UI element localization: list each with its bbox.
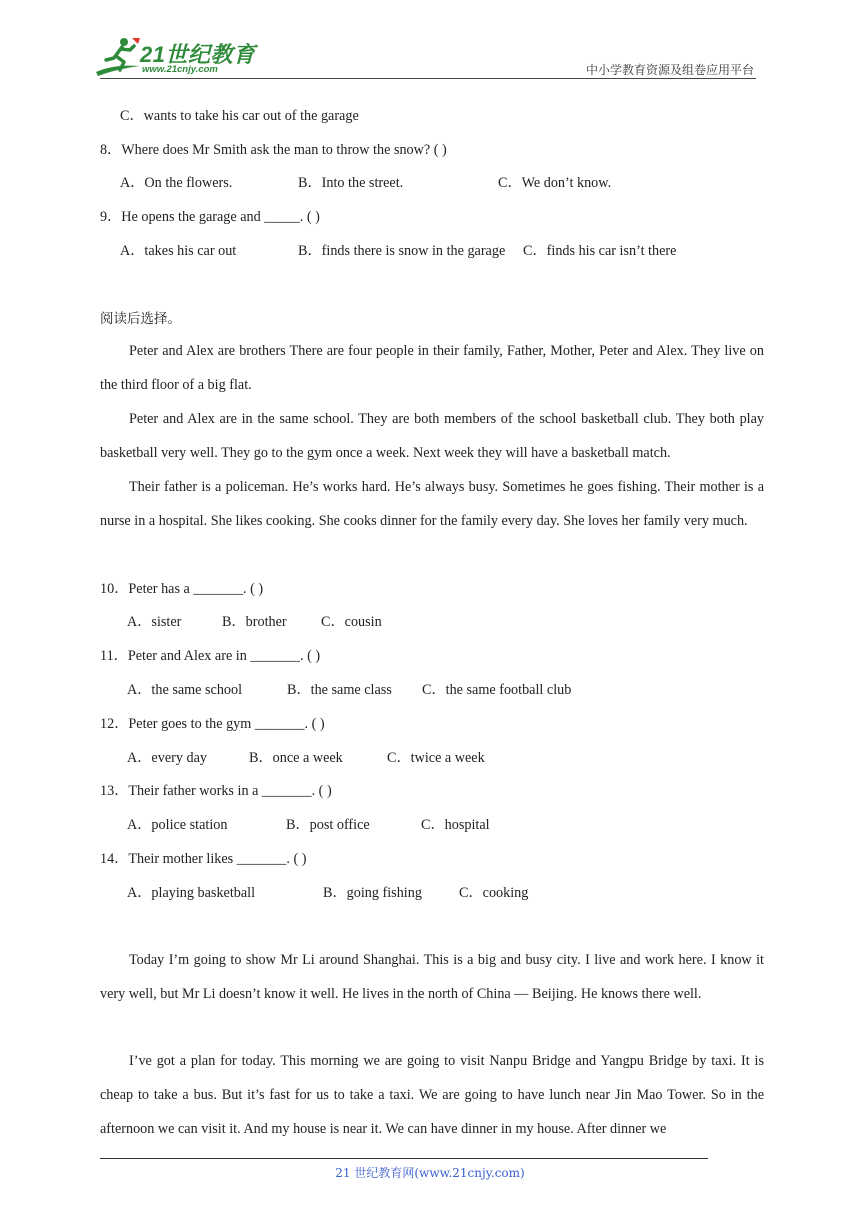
- passage-paragraph-3: Their father is a policeman. He’s works hard. He’s always busy. Sometimes he goes fishing. Their mother is a nurse in a hospital. She likes cooking. She cooks dinner for the family every day. She loves her family very much.: [100, 479, 764, 529]
- passage2-paragraph-2: I’ve got a plan for today. This morning we are going to visit Nanpu Bridge and Yangpu Bridge by taxi. It is cheap to take a bus. But it’s fast for us to take a taxi. We are going to have lunch near Jin Mao Tower. So in the afternoon we can visit it. And my house is near it. We can have dinner in my house. After dinner we: [100, 1053, 764, 1137]
- q11-option-c: C．the same football club: [422, 682, 572, 698]
- logo-url: www.21cnjy.com: [142, 64, 218, 75]
- site-logo: [94, 36, 264, 78]
- q12-option-b: B．once a week: [249, 750, 343, 766]
- runner-logo-icon: [94, 36, 142, 78]
- q8-option-c: C．We don’t know.: [498, 175, 612, 191]
- logo-text: 21世纪教育: [140, 42, 256, 67]
- q10-option-c: C．cousin: [321, 614, 382, 630]
- question-9: 9．He opens the garage and _____. ( ): [100, 209, 320, 225]
- footer-site: 21 世纪教育网(www.21cnjy.com): [335, 1166, 525, 1180]
- q11-option-a: A．the same school: [127, 682, 243, 698]
- question-13: 13．Their father works in a _______. ( ): [100, 783, 332, 799]
- q13-option-c: C．hospital: [421, 817, 490, 833]
- q10-option-a: A．sister: [127, 614, 182, 630]
- q8-option-b: B．Into the street.: [298, 175, 404, 191]
- q11-option-b: B．the same class: [287, 682, 392, 698]
- q12-option-c: C．twice a week: [387, 750, 485, 766]
- platform-name: 中小学教育资源及组卷应用平台: [585, 63, 754, 77]
- passage-paragraph-1: Peter and Alex are brothers There are four people in their family, Father, Mother, Peter and Alex. They live on the third floor of a big flat.: [100, 343, 764, 393]
- q13-option-a: A．police station: [127, 817, 228, 833]
- header-divider: [100, 78, 756, 79]
- q14-option-a: A．playing basketball: [127, 885, 256, 901]
- question-11: 11．Peter and Alex are in _______. ( ): [100, 648, 321, 664]
- q14-option-c: C．cooking: [459, 885, 529, 901]
- passage-paragraph-2: Peter and Alex are in the same school. They are both members of the school basketball club. They both play basketball very well. They go to the gym once a week. Next week they will have a basketball match.: [100, 411, 764, 461]
- q7-option-c: C．wants to take his car out of the garage: [120, 108, 359, 124]
- q12-option-a: A．every day: [127, 750, 207, 766]
- question-10: 10．Peter has a _______. ( ): [100, 581, 264, 597]
- q8-option-a: A．On the flowers.: [120, 175, 233, 191]
- q9-option-b: B．finds there is snow in the garage: [298, 243, 506, 259]
- passage2-paragraph-1: Today I’m going to show Mr Li around Shanghai. This is a big and busy city. I live and work here. I know it very well, but Mr Li doesn’t know it well. He lives in the north of China — Beijing. He knows there well.: [100, 952, 764, 1002]
- q14-option-b: B．going fishing: [323, 885, 422, 901]
- q10-option-b: B．brother: [222, 614, 287, 630]
- question-14: 14．Their mother likes _______. ( ): [100, 851, 307, 867]
- footer-divider: [100, 1158, 708, 1159]
- section-instruction: 阅读后选择。: [100, 311, 181, 327]
- question-8: 8．Where does Mr Smith ask the man to throw the snow? ( ): [100, 142, 447, 158]
- q9-option-c: C．finds his car isn’t there: [523, 243, 677, 259]
- page-header: [0, 0, 860, 80]
- q13-option-b: B．post office: [286, 817, 370, 833]
- question-12: 12．Peter goes to the gym _______. ( ): [100, 716, 325, 732]
- q9-option-a: A．takes his car out: [120, 243, 237, 259]
